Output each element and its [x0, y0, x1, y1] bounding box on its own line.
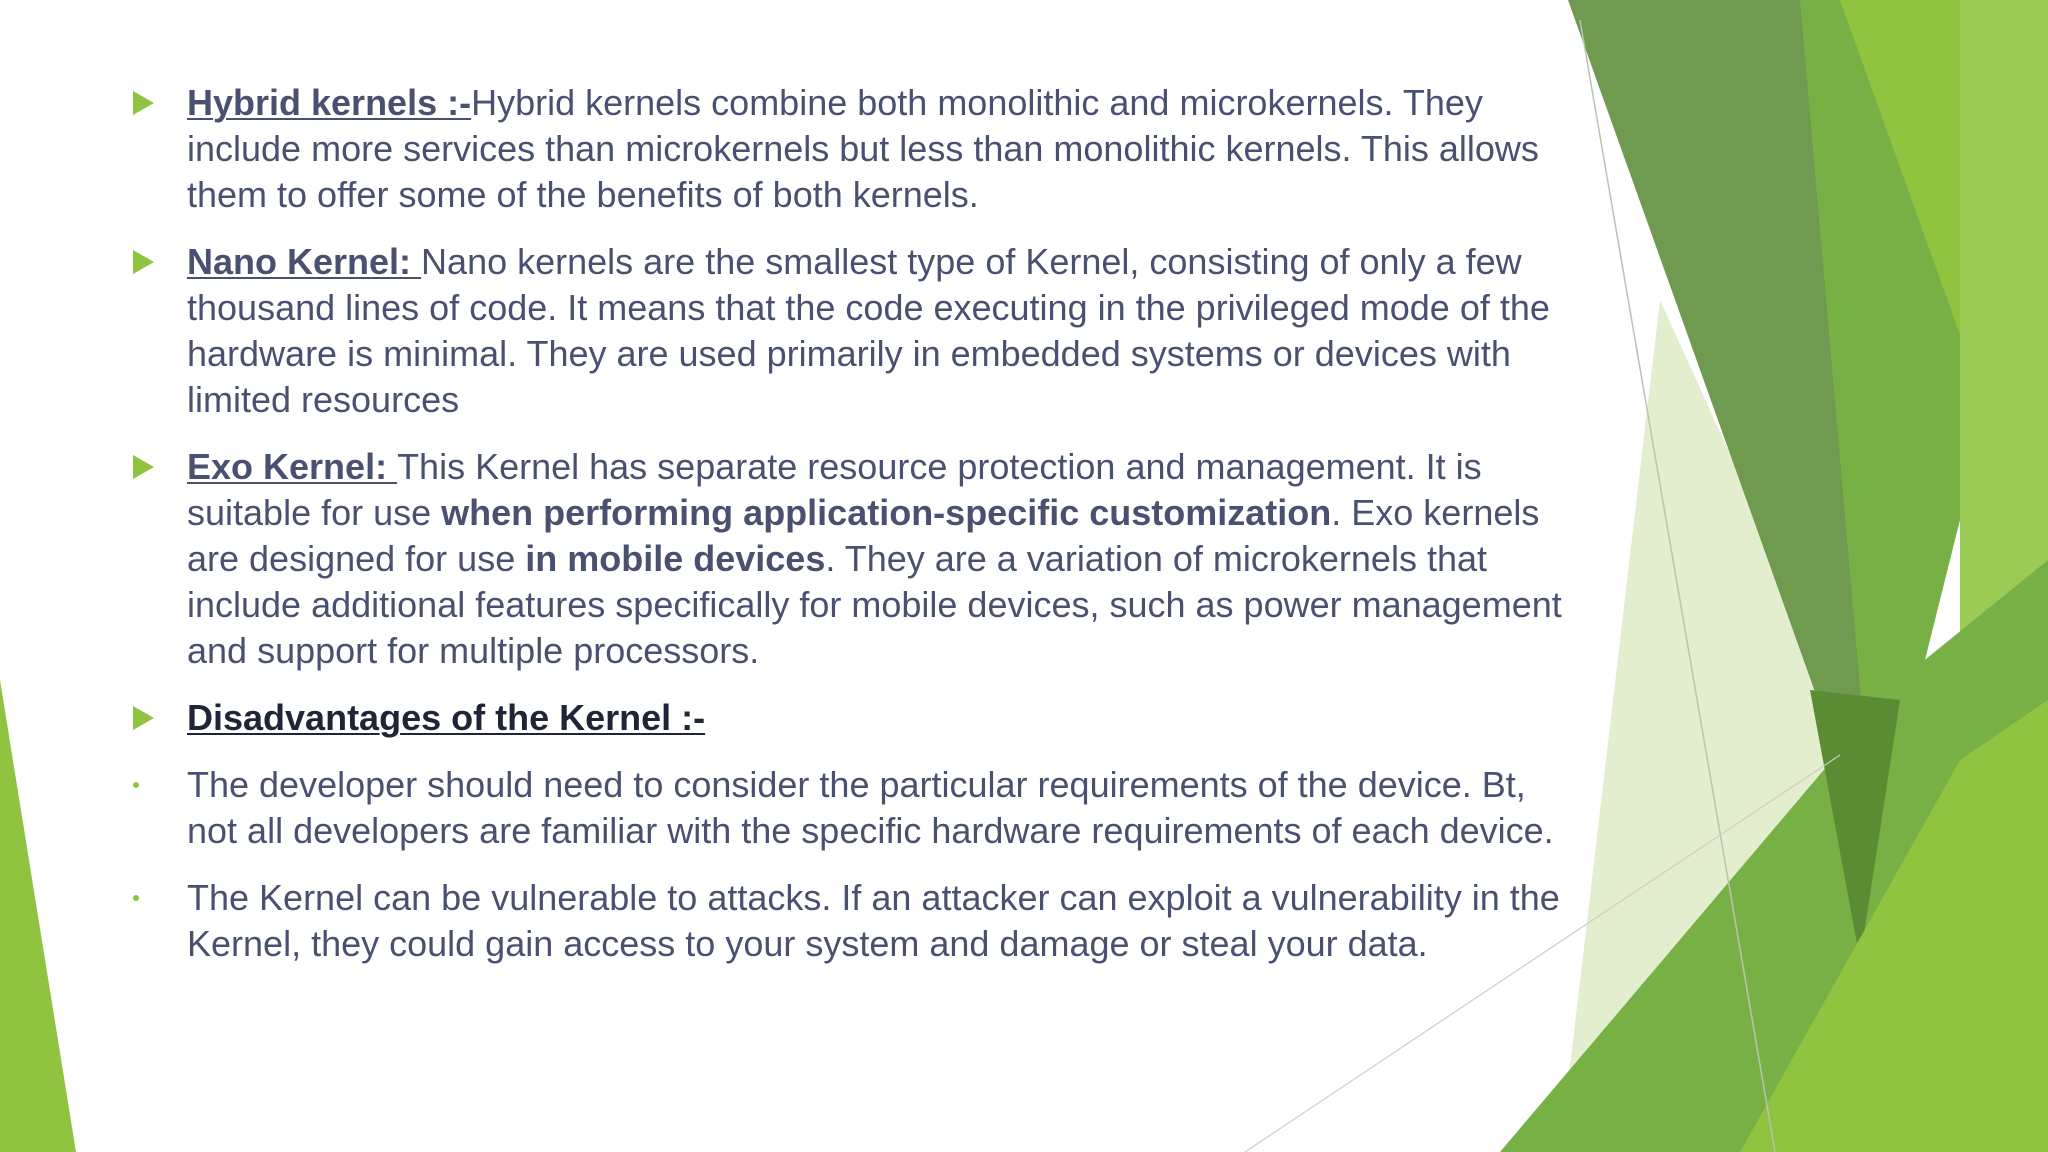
- marker-slot: [130, 80, 187, 126]
- item-body: Nano kernels are the smallest type of Kernel, consisting of only a few thousand lines of code. It means that the code executing in the privileged mode of the hardware is minimal. They are used primarily in embedded systems or devices with limited resources: [187, 241, 1550, 420]
- item-body: Hybrid kernels combine both monolithic and microkernels. They include more services than microkernels but less than monolithic kernels. This allows them to offer some of the benefits of both kernels.: [187, 82, 1539, 215]
- item-lead-label: Hybrid kernels :-: [187, 82, 472, 123]
- item-lead-label: Nano Kernel:: [187, 241, 422, 282]
- bullet-list: [130, 80, 1570, 988]
- item-lead-label: Exo Kernel:: [187, 446, 398, 487]
- section-heading: Disadvantages of the Kernel :-: [187, 697, 706, 738]
- item-text: The developer should need to consider the particular requirements of the device. Bt, not all developers are familiar with the specific hardware requirements of each device.: [187, 764, 1554, 851]
- triangle-bullet-icon: [133, 250, 154, 274]
- item-body-part-3: . They are a variation of microkernels that include additional features specifically for mobile devices, such as power management and support for multiple processors.: [187, 538, 1562, 671]
- item-body-part-2: . Exo kernels are designed for use: [187, 492, 1540, 579]
- marker-slot: [130, 444, 187, 490]
- triangle-bullet-icon: [133, 91, 154, 115]
- list-item-disadvantage-2: [130, 875, 1570, 967]
- list-item-disadvantage-1: [130, 762, 1570, 854]
- item-text: [187, 80, 1570, 218]
- dot-bullet-icon: [133, 782, 139, 788]
- marker-slot: [130, 762, 187, 808]
- marker-slot: [130, 875, 187, 921]
- list-item-exo-kernel: [130, 444, 1570, 674]
- item-bold-phrase-2: in mobile devices: [525, 538, 826, 579]
- item-text: [187, 239, 1570, 423]
- list-item-hybrid-kernels: [130, 80, 1570, 218]
- list-item-disadvantages-heading: [130, 695, 1570, 741]
- triangle-bullet-icon: [133, 455, 154, 479]
- dot-bullet-icon: [133, 895, 139, 901]
- item-text: [187, 695, 1570, 741]
- item-bold-phrase-1: when performing application-specific customization: [441, 492, 1332, 533]
- item-text: The Kernel can be vulnerable to attacks. If an attacker can exploit a vulnerability in the Kernel, they could gain access to your system and damage or steal your data.: [187, 877, 1560, 964]
- left-green-shape: [0, 680, 76, 1152]
- marker-slot: [130, 239, 187, 285]
- item-body-part-1: This Kernel has separate resource protection and management. It is suitable for use: [187, 446, 1482, 533]
- list-item-nano-kernel: [130, 239, 1570, 423]
- marker-slot: [130, 695, 187, 741]
- triangle-bullet-icon: [133, 706, 154, 730]
- item-text: [187, 444, 1570, 674]
